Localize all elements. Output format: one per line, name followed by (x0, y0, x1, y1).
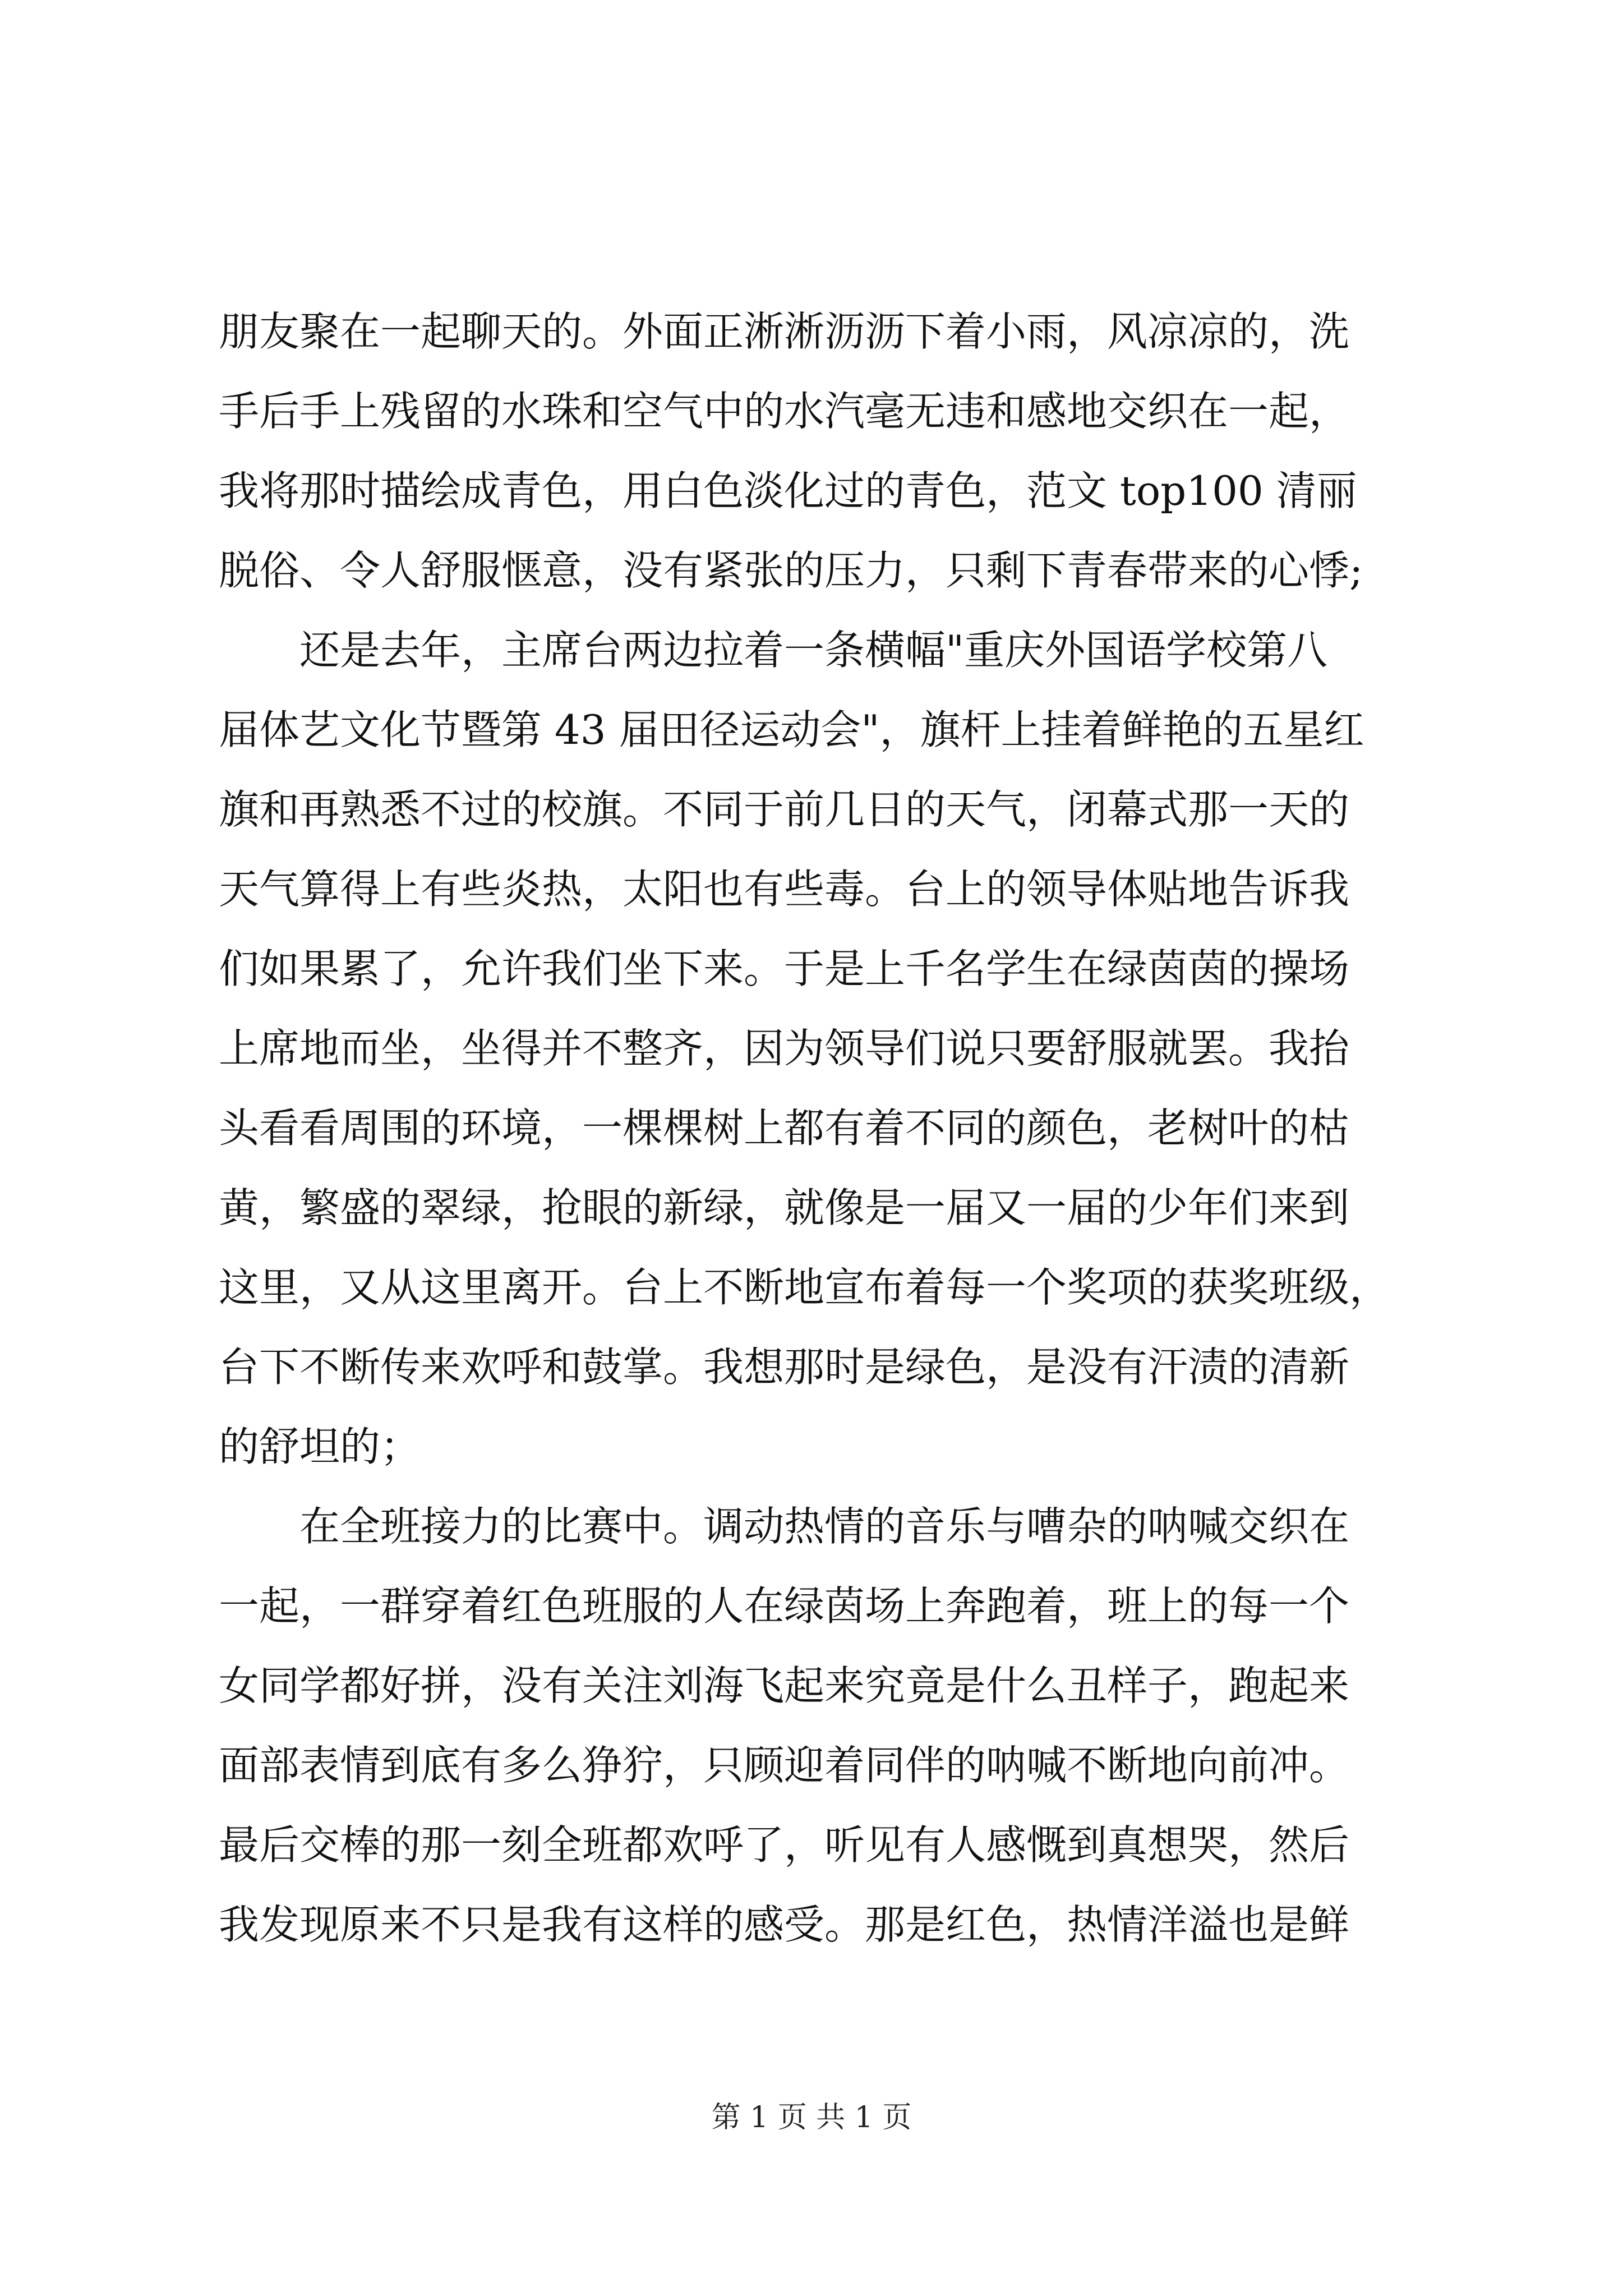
text-line: 最后交棒的那一刻全班都欢呼了，听见有人感慨到真想哭，然后 (219, 1821, 1350, 1869)
text-line: 黄，繁盛的翠绿，抢眼的新绿，就像是一届又一届的少年们来到 (219, 1184, 1350, 1231)
text-line: 还是去年，主席台两边拉着一条横幅"重庆外国语学校第八 (219, 627, 1328, 674)
text-line: 朋友聚在一起聊天的。外面正淅淅沥沥下着小雨，风凉凉的，洗 (219, 308, 1350, 355)
text-line: 的舒坦的； (219, 1423, 421, 1470)
text-line: 这里，又从这里离开。台上不断地宣布着每一个奖项的获奖班级， (219, 1264, 1390, 1311)
document-body (219, 292, 1419, 1964)
text-line: 台下不断传来欢呼和鼓掌。我想那时是绿色，是没有汗渍的清新 (219, 1343, 1350, 1391)
text-line: 届体艺文化节暨第 43 届田径运动会"，旗杆上挂着鲜艳的五星红 (219, 706, 1364, 753)
text-line: 在全班接力的比赛中。调动热情的音乐与嘈杂的呐喊交织在 (219, 1503, 1350, 1550)
text-line: 女同学都好拼，没有关注刘海飞起来究竟是什么丑样子，跑起来 (219, 1662, 1350, 1709)
text-line: 天气算得上有些炎热，太阳也有些毒。台上的领导体贴地告诉我 (219, 866, 1350, 913)
text-line: 旗和再熟悉不过的校旗。不同于前几日的天气，闭幕式那一天的 (219, 786, 1350, 833)
text-line: 手后手上残留的水珠和空气中的水汽毫无违和感地交织在一起， (219, 388, 1350, 435)
text-line: 脱俗、令人舒服惬意，没有紧张的压力，只剩下青春带来的心悸; (219, 547, 1363, 594)
text-line: 上席地而坐，坐得并不整齐，因为领导们说只要舒服就罢。我抬 (219, 1025, 1350, 1072)
text-line: 们如果累了，允许我们坐下来。于是上千名学生在绿茵茵的操场 (219, 945, 1350, 992)
text-line: 头看看周围的环境，一棵棵树上都有着不同的颜色，老树叶的枯 (219, 1105, 1350, 1152)
text-line: 我发现原来不只是我有这样的感受。那是红色，热情洋溢也是鲜 (219, 1901, 1350, 1948)
text-line: 面部表情到底有多么狰狞，只顾迎着同伴的呐喊不断地向前冲。 (219, 1742, 1350, 1789)
page-number-footer: 第 1 页 共 1 页 (711, 2101, 912, 2134)
text-line: 一起，一群穿着红色班服的人在绿茵场上奔跑着，班上的每一个 (219, 1582, 1350, 1630)
text-line: 我将那时描绘成青色，用白色淡化过的青色，范文 top100 清丽 (219, 467, 1357, 514)
